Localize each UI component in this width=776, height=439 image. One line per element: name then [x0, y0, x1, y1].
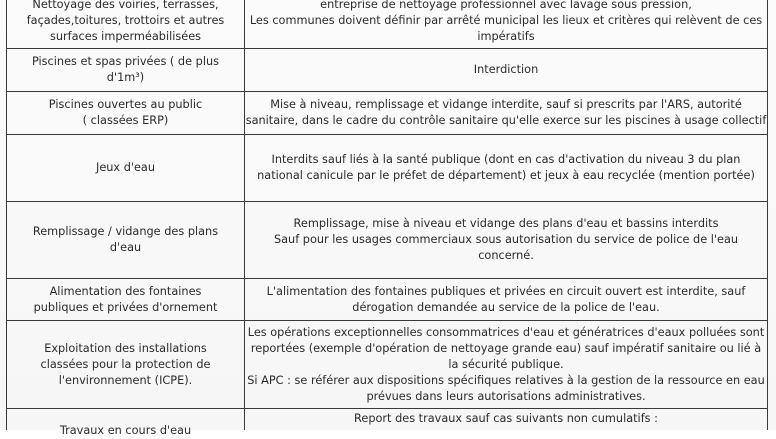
measure-text: Interdits sauf liés à la santé publique (dont en cas d'activation du niveau 3 du plan	[271, 153, 741, 166]
activity-text: l'environnement (ICPE).	[58, 373, 193, 387]
measure-text: concerné.	[478, 249, 534, 262]
table-row	[6, 409, 768, 437]
measure-text: la sécurité publique.	[448, 357, 564, 371]
measure-text: Sauf pour les usages commerciaux sous autorisation du service de police de l'eau	[273, 233, 739, 246]
measure-text: sanitaire, dans le cadre du contrôle sanitaire qu'elle exerce sur les piscines à usage collectif	[245, 114, 767, 127]
measure-cell	[244, 279, 768, 320]
measure-text: Mise à niveau, remplissage et vidange interdite, sauf si prescrits par l'ARS, autorité	[270, 98, 742, 111]
activity-cell	[6, 202, 244, 278]
measure-cell	[244, 202, 768, 278]
activity-text: Remplissage / vidange des plans	[32, 225, 219, 238]
measure-text: dérogation demandée au service de la police de l'eau.	[352, 300, 660, 314]
activity-text: Piscines ouvertes au public	[48, 98, 203, 111]
measure-text: Interdiction	[473, 63, 539, 76]
measure-cell	[244, 321, 768, 408]
activity-text: ( classées ERP)	[82, 114, 169, 127]
activity-text: d'1m³)	[106, 71, 145, 84]
activity-text: d'eau	[109, 241, 142, 254]
measure-text: impératifs	[477, 30, 535, 43]
measure-text: Remplissage, mise à niveau et vidange des plans d'eau et bassins interdits	[293, 217, 719, 230]
activity-text: publiques et privées d'ornement	[33, 300, 218, 314]
activity-text: classées pour la protection de	[40, 357, 211, 371]
table-row	[6, 0, 768, 48]
measure-text: L'alimentation des fontaines publiques et privées en circuit ouvert est interdite, sauf	[266, 284, 746, 298]
activity-text: Nettoyage des voiries, terrasses,	[32, 0, 219, 11]
measure-cell	[244, 0, 768, 48]
activity-cell	[6, 279, 244, 320]
table-row	[6, 49, 768, 91]
activity-cell	[6, 0, 244, 48]
table-row	[6, 92, 768, 134]
table-row	[6, 279, 768, 320]
measure-cell	[244, 135, 768, 201]
measure-cell	[244, 409, 768, 430]
measure-text: Les opérations exceptionnelles consommatrices d'eau et génératrices d'eaux polluées sont	[247, 325, 765, 339]
measure-text: Les communes doivent définir par arrêté municipal les lieux et critères qui relèvent de ces	[249, 14, 763, 27]
measure-text: prévues dans leurs autorisations administratives.	[366, 389, 646, 403]
activity-text: Piscines et spas privées ( de plus	[31, 55, 220, 68]
measure-text: reportées (exemple d'opération de nettoyage grande eau) sauf impératif sanitaire ou lié à	[250, 341, 762, 355]
table-row	[6, 321, 768, 408]
measure-text: Si APC : se référer aux dispositions spécifiques relatives à la gestion de la ressource en eau	[247, 373, 765, 387]
table-row	[6, 135, 768, 201]
activity-text: Exploitation des installations	[44, 341, 207, 355]
activity-cell	[6, 409, 244, 437]
activity-text: Jeux d'eau	[95, 161, 156, 174]
activity-cell	[6, 92, 244, 134]
activity-text: surfaces imperméabilisées	[49, 30, 202, 43]
activity-text: façades,toitures, trottoirs et autres	[26, 14, 225, 27]
measure-text: entreprise de nettoyage professionnel avec lavage sous pression,	[320, 0, 692, 11]
measure-text: Report des travaux sauf cas suivants non cumulatifs :	[354, 412, 658, 425]
measure-cell	[244, 49, 768, 91]
activity-text: Alimentation des fontaines	[49, 284, 202, 298]
activity-cell	[6, 321, 244, 408]
activity-cell	[6, 135, 244, 201]
measure-cell	[244, 92, 768, 134]
measure-text: national canicule par le préfet de département) et jeux à eau recyclée (mention portée)	[257, 169, 755, 182]
table-row	[6, 202, 768, 278]
activity-text: Travaux en cours d'eau	[59, 424, 192, 437]
activity-cell	[6, 49, 244, 91]
